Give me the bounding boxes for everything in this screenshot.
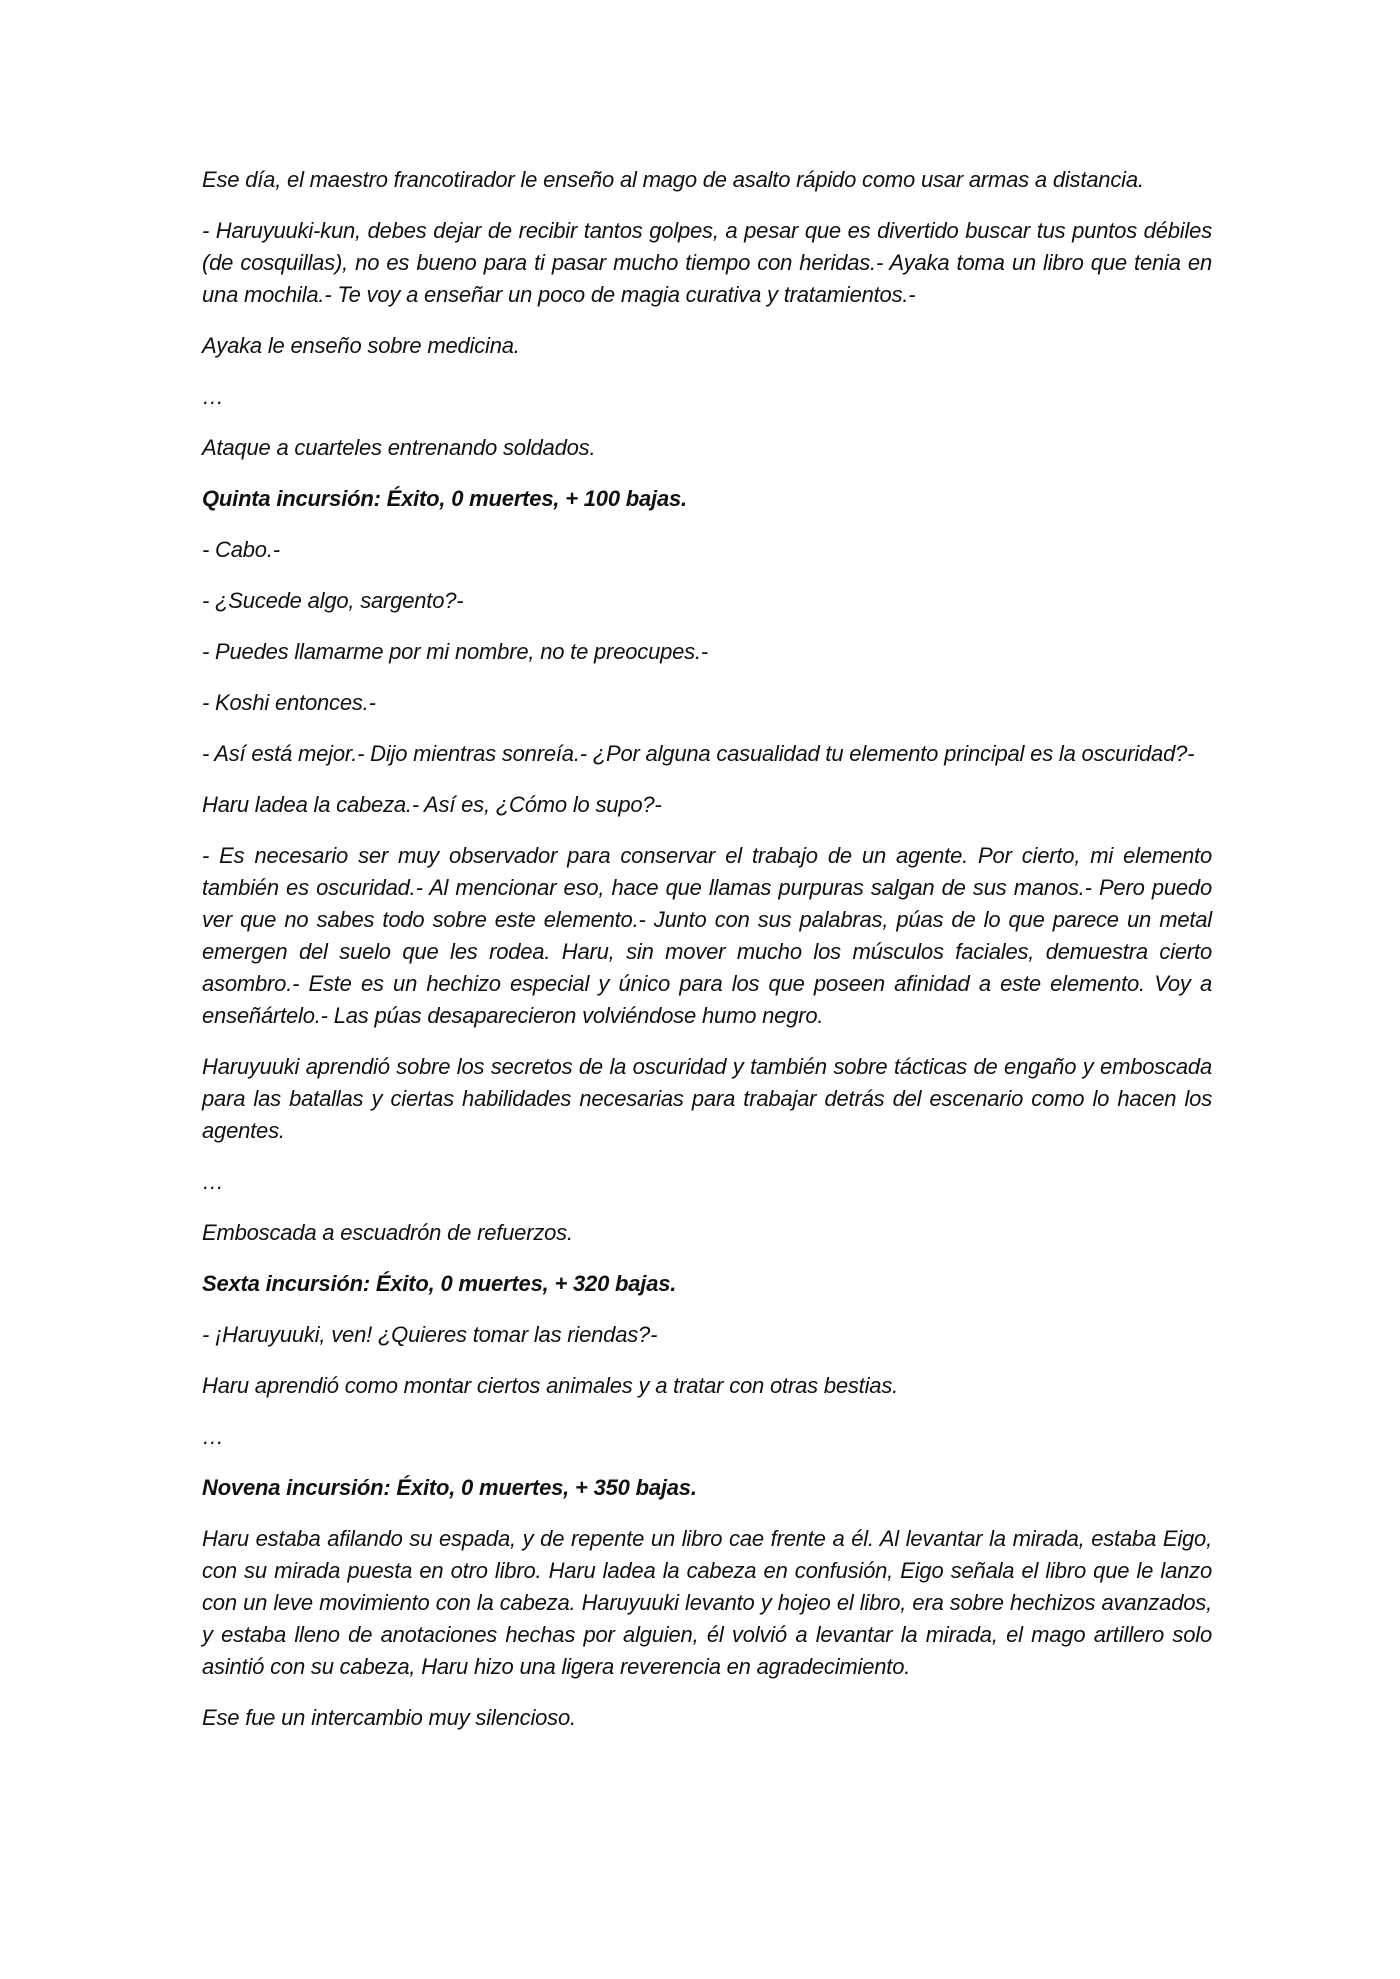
ellipsis-separator: … [202,384,224,409]
paragraph: Ese día, el maestro francotirador le enseño al mago de asalto rápido como usar armas a distancia. [202,167,1144,192]
incursion-heading: Sexta incursión: Éxito, 0 muertes, + 320 bajas. [202,1271,677,1296]
paragraph: Ayaka le enseño sobre medicina. [202,333,520,358]
paragraph: - Haruyuuki-kun, debes dejar de recibir tantos golpes, a pesar que es divertido buscar tus puntos débiles (de cosquillas), no es bueno para ti pasar mucho tiempo con heridas.- Ayaka toma un libro que tenia en una mochila.- Te voy a enseñar un poco de magia curativa y tratamientos.- [202,218,1212,307]
incursion-heading: Quinta incursión: Éxito, 0 muertes, + 100 bajas. [202,486,687,511]
dialogue-line: - Puedes llamarme por mi nombre, no te preocupes.- [202,639,709,664]
dialogue-line: - Cabo.- [202,537,280,562]
paragraph: Haru aprendió como montar ciertos animales y a tratar con otras bestias. [202,1373,899,1398]
dialogue-line: - Así está mejor.- Dijo mientras sonreía.- ¿Por alguna casualidad tu elemento principal es la oscuridad?- [202,741,1195,766]
paragraph: Emboscada a escuadrón de refuerzos. [202,1220,573,1245]
paragraph: Haruyuuki aprendió sobre los secretos de la oscuridad y también sobre tácticas de engaño y emboscada para las batallas y ciertas habilidades necesarias para trabajar detrás del escenario como lo hacen los agentes. [202,1054,1212,1143]
paragraph: - Es necesario ser muy observador para conservar el trabajo de un agente. Por cierto, mi elemento también es oscuridad.- Al mencionar eso, hace que llamas purpuras salgan de sus manos.- Pero puedo ver que no sabes todo sobre este elemento.- Junto con sus palabras, púas de lo que parece un metal emergen del suelo que les rodea. Haru, sin mover mucho los músculos faciales, demuestra cierto asombro.- Este es un hechizo especial y único para los que poseen afinidad a este elemento. Voy a enseñártelo.- Las púas desaparecieron volviéndose humo negro. [202,843,1212,1028]
paragraph: Ataque a cuarteles entrenando soldados. [202,435,596,460]
paragraph: Haru estaba afilando su espada, y de repente un libro cae frente a él. Al levantar la mirada, estaba Eigo, con su mirada puesta en otro libro. Haru ladea la cabeza en confusión, Eigo señala el libro que le lanzo con un leve movimiento con la cabeza. Haruyuuki levanto y hojeo el libro, era sobre hechizos avanzados, y estaba lleno de anotaciones hechas por alguien, él volvió a levantar la mirada, el mago artillero solo asintió con su cabeza, Haru hizo una ligera reverencia en agradecimiento. [202,1526,1212,1679]
paragraph: Haru ladea la cabeza.- Así es, ¿Cómo lo supo?- [202,792,662,817]
paragraph: Ese fue un intercambio muy silencioso. [202,1705,576,1730]
dialogue-line: - Koshi entonces.- [202,690,376,715]
ellipsis-separator: … [202,1424,224,1449]
incursion-heading: Novena incursión: Éxito, 0 muertes, + 350 bajas. [202,1475,697,1500]
ellipsis-separator: … [202,1169,224,1194]
document-body [202,164,1212,1753]
dialogue-line: - ¡Haruyuuki, ven! ¿Quieres tomar las riendas?- [202,1322,658,1347]
dialogue-line: - ¿Sucede algo, sargento?- [202,588,464,613]
